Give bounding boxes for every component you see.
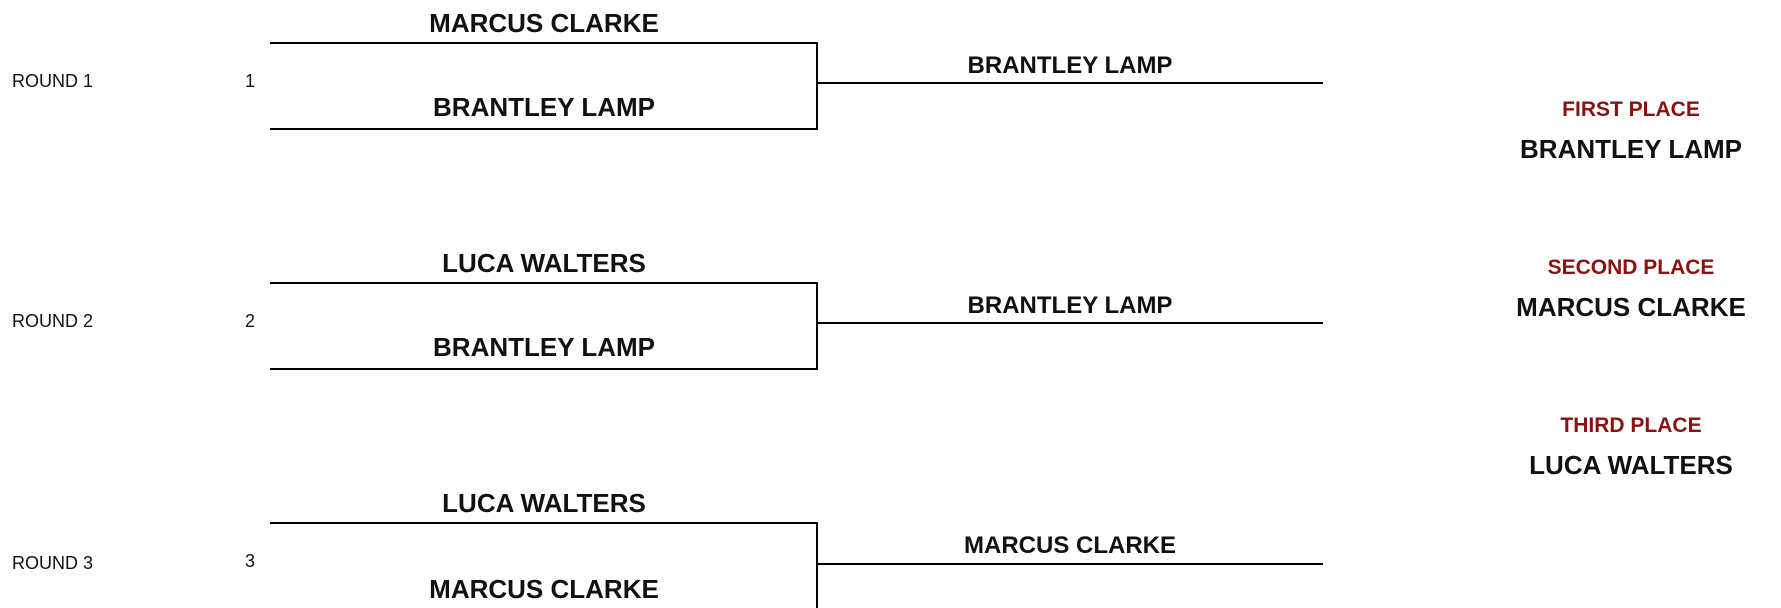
round-3-winner-line — [817, 563, 1323, 565]
second-place-title: SECOND PLACE — [1547, 256, 1715, 279]
second-place-name: MARCUS CLARKE — [1516, 292, 1746, 322]
round-2-bottom-line — [270, 368, 818, 370]
round-1-top-competitor: MARCUS CLARKE — [429, 8, 659, 38]
round-3-winner: MARCUS CLARKE — [964, 532, 1176, 559]
bout-number-1: 1 — [245, 71, 256, 91]
bout-number-3: 3 — [245, 551, 256, 571]
round-2-bottom-competitor: BRANTLEY LAMP — [433, 332, 655, 362]
round-3-top-line — [270, 522, 818, 524]
round-2-winner: BRANTLEY LAMP — [967, 292, 1173, 319]
round-1-winner-line — [817, 82, 1323, 84]
first-place-title: FIRST PLACE — [1562, 98, 1700, 121]
round-label-1: ROUND 1 — [12, 71, 94, 91]
round-2-top-line — [270, 282, 818, 284]
round-1-bottom-competitor: BRANTLEY LAMP — [433, 92, 655, 122]
round-2-winner-line — [817, 322, 1323, 324]
round-label-2: ROUND 2 — [12, 311, 94, 331]
round-2-top-competitor: LUCA WALTERS — [442, 248, 646, 278]
round-3-top-competitor: LUCA WALTERS — [442, 488, 646, 518]
round-1-bottom-line — [270, 128, 818, 130]
first-place-name: BRANTLEY LAMP — [1520, 134, 1742, 164]
third-place-title: THIRD PLACE — [1560, 414, 1702, 437]
round-1-top-line — [270, 42, 818, 44]
round-label-3: ROUND 3 — [12, 553, 94, 573]
round-3-bottom-competitor: MARCUS CLARKE — [429, 574, 659, 604]
round-1-winner: BRANTLEY LAMP — [967, 52, 1173, 79]
third-place-name: LUCA WALTERS — [1529, 450, 1733, 480]
bout-number-2: 2 — [245, 311, 256, 331]
